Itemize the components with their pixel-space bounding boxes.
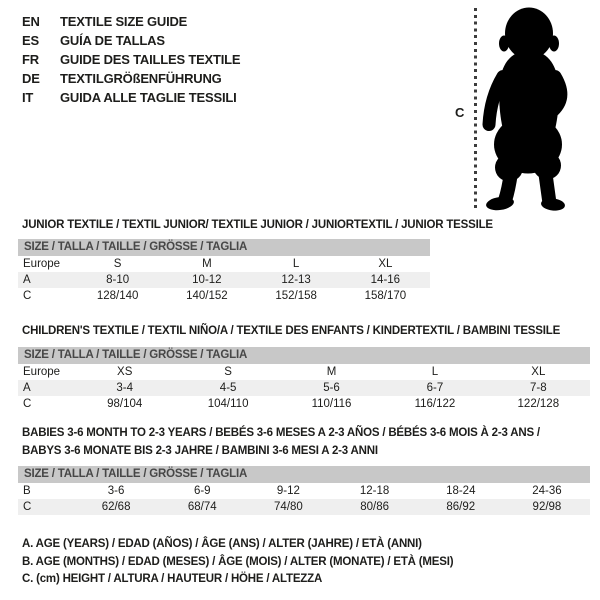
language-row-de (22, 69, 240, 88)
guide-title-it: GUIDA ALLE TAGLIE TESSILI (60, 90, 237, 105)
children-size-table (18, 347, 590, 412)
table-row-europe (18, 364, 590, 380)
children-table-title: CHILDREN'S TEXTILE / TEXTIL NIÑO/A / TEXTILE DES ENFANTS / KINDERTEXTIL / BAMBINI TESSILE (22, 325, 561, 337)
age-cell: 24-36 (532, 485, 562, 497)
guide-title-es: GUÍA DE TALLAS (60, 33, 165, 48)
size-cell: XS (117, 366, 133, 378)
height-cell: 92/98 (532, 501, 562, 513)
footnote-height-cm: C. (cm) HEIGHT / ALTURA / HAUTEUR / HÖHE / ALTEZZA (22, 573, 323, 585)
height-cell: 62/68 (101, 501, 131, 513)
height-cell: 104/110 (207, 398, 249, 410)
babies-title-line-2: BABYS 3-6 MONATE BIS 2-3 JAHRE / BAMBINI 3-6 MESI A 2-3 ANNI (22, 445, 378, 457)
size-cell: M (326, 366, 337, 378)
guide-title-en: TEXTILE SIZE GUIDE (60, 14, 188, 29)
age-cell: 8-10 (106, 274, 130, 286)
row-label: B (23, 485, 31, 497)
table-row-age (18, 380, 590, 396)
footnote-age-years: A. AGE (YEARS) / EDAD (AÑOS) / ÂGE (ANS) / ALTER (JAHRE) / ETÀ (ANNI) (22, 538, 422, 550)
row-label: A (23, 382, 31, 394)
language-row-it (22, 88, 240, 107)
baby-silhouette-icon (479, 6, 579, 212)
table-row-height (18, 288, 430, 304)
size-cell: XL (531, 366, 546, 378)
age-cell: 10-12 (192, 274, 222, 286)
height-measure-label: C (455, 105, 465, 120)
height-cell: 122/128 (517, 398, 560, 410)
height-cell: 158/170 (364, 290, 407, 302)
age-cell: 3-6 (107, 485, 125, 497)
babies-size-table (18, 466, 590, 515)
size-cell: S (224, 366, 232, 378)
row-label: Europe (23, 258, 61, 270)
language-code: IT (22, 90, 34, 105)
age-cell: 6-7 (426, 382, 444, 394)
height-cell: 110/116 (311, 398, 352, 410)
size-header-row: SIZE / TALLA / TAILLE / GRÖSSE / TAGLIA (18, 239, 430, 256)
height-cell: 86/92 (446, 501, 476, 513)
age-cell: 6-9 (193, 485, 211, 497)
babies-table-title (22, 424, 540, 460)
age-cell: 12-18 (359, 485, 390, 497)
language-row-fr (22, 50, 240, 69)
age-cell: 7-8 (530, 382, 547, 394)
size-cell: L (292, 258, 300, 270)
footnote-age-months: B. AGE (MONTHS) / EDAD (MESES) / ÂGE (MOIS) / ALTER (MONATE) / ETÀ (MESI) (22, 555, 454, 568)
babies-title-line-1: BABIES 3-6 MONTH TO 2-3 YEARS / BEBÉS 3-6 MESES A 2-3 AÑOS / BÉBÉS 3-6 MOIS À 2-3 ANS / (22, 427, 540, 439)
guide-title-fr: GUIDE DES TAILLES TEXTILE (60, 52, 241, 67)
legend-footnotes (22, 536, 453, 589)
age-cell: 14-16 (370, 274, 401, 286)
language-title-list (22, 12, 240, 107)
age-cell: 9-12 (276, 485, 300, 497)
language-code: FR (22, 52, 39, 67)
age-cell: 4-5 (219, 382, 237, 394)
size-header-row: SIZE / TALLA / TAILLE / GRÖSSE / TAGLIA (18, 347, 590, 364)
junior-size-table (18, 239, 430, 304)
age-cell: 12-13 (281, 274, 311, 286)
size-cell: XL (378, 258, 393, 270)
table-row-europe (18, 256, 430, 272)
age-cell: 18-24 (446, 485, 476, 497)
table-row-age (18, 272, 430, 288)
size-cell: S (113, 258, 122, 270)
height-cell: 128/140 (96, 290, 139, 302)
height-cell: 98/104 (107, 398, 143, 410)
age-cell: 5-6 (323, 382, 340, 394)
height-cell: 68/74 (187, 501, 217, 513)
table-row-age-months (18, 483, 590, 499)
table-row-height (18, 499, 590, 515)
size-cell: M (202, 258, 212, 270)
height-cell: 74/80 (274, 501, 303, 513)
language-code: EN (22, 14, 40, 29)
row-label: C (23, 290, 32, 302)
language-row-es (22, 31, 240, 50)
size-cell: L (431, 366, 439, 378)
height-cell: 152/158 (275, 290, 317, 302)
row-label: C (23, 501, 32, 513)
height-cell: 80/86 (360, 501, 389, 513)
junior-table-title: JUNIOR TEXTILE / TEXTIL JUNIOR/ TEXTILE JUNIOR / JUNIORTEXTIL / JUNIOR TESSILE (22, 219, 493, 231)
language-row-en (22, 12, 240, 31)
row-label: A (23, 274, 31, 286)
age-cell: 3-4 (116, 382, 134, 394)
size-header-row: SIZE / TALLA / TAILLE / GRÖSSE / TAGLIA (18, 466, 590, 483)
row-label: Europe (23, 366, 61, 378)
height-cell: 116/122 (414, 398, 456, 410)
row-label: C (23, 398, 32, 410)
language-code: ES (22, 33, 39, 48)
height-measure-dashed-line (474, 8, 477, 208)
height-cell: 140/152 (186, 290, 228, 302)
table-row-height (18, 396, 590, 412)
guide-title-de: TEXTILGRÖßENFÜHRUNG (60, 71, 222, 86)
language-code: DE (22, 71, 40, 86)
